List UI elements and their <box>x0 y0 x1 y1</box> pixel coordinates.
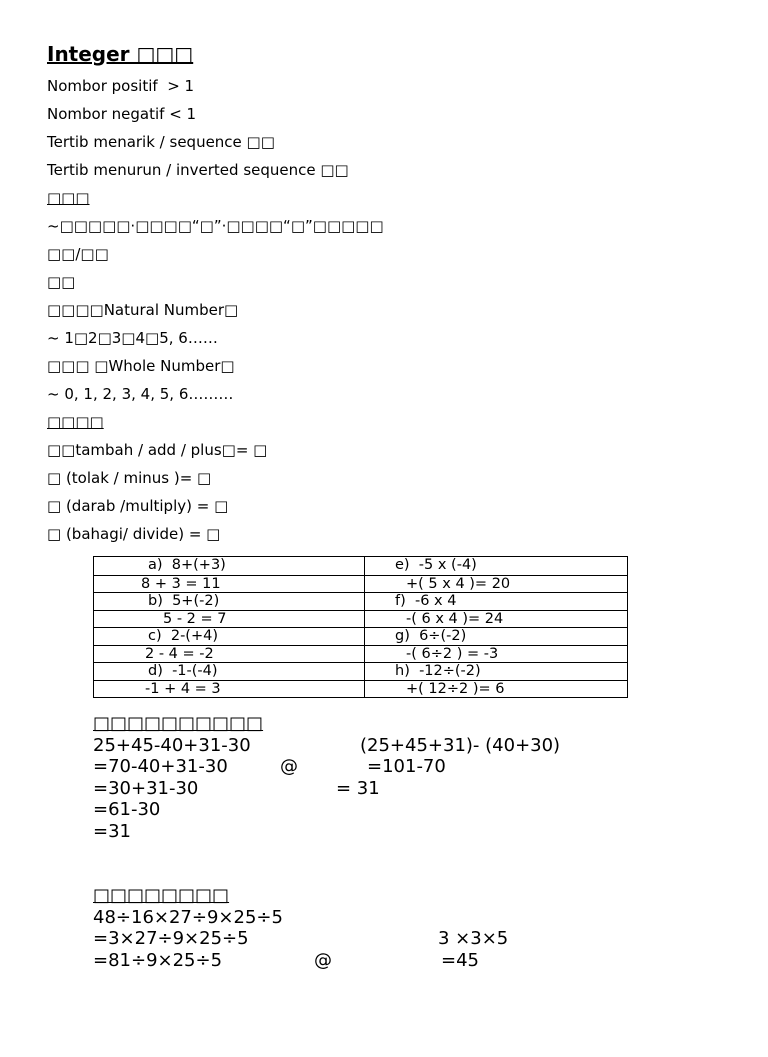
calc-step: 25+45-40+31-30 <box>93 734 251 756</box>
alt-calc-step: (25+45+31)- (40+30) <box>360 734 561 756</box>
alt-calc-step: =101-70 <box>367 756 446 777</box>
table-cell: -1 + 4 = 3 <box>94 681 365 698</box>
alt-calc-step: =45 <box>441 949 479 971</box>
alt-calc-step: = 31 <box>336 777 380 799</box>
note-line: ~ 1□2□3□4□5, 6…… <box>47 329 218 347</box>
calc-line <box>93 778 693 800</box>
table-cell: -( 6÷2 ) = -3 <box>406 645 499 662</box>
table-cell: 8 + 3 = 11 <box>94 576 365 593</box>
table-row <box>94 645 627 663</box>
calc-step: =81÷9×25÷5 <box>93 949 223 971</box>
table-cell: f) -6 x 4 <box>395 593 457 609</box>
calc-block <box>93 713 693 842</box>
table-cell: -( 6 x 4 )= 24 <box>406 610 504 627</box>
note-line: □□ <box>47 273 76 291</box>
calc-line <box>93 950 693 972</box>
table-row <box>94 662 627 680</box>
table-row <box>94 575 627 593</box>
table-row <box>94 557 627 575</box>
section-heading: □□□ <box>47 189 90 207</box>
calc-line <box>93 928 693 950</box>
note-line: Nombor negatif < 1 <box>47 105 197 123</box>
table-row <box>94 592 627 610</box>
calc-line <box>93 713 693 735</box>
note-line: Nombor positif > 1 <box>47 77 195 95</box>
table-cell: b) 5+(-2) <box>94 593 365 610</box>
table-cell: a) 8+(+3) <box>94 557 365 575</box>
note-line: □ (bahagi/ divide) = □ <box>47 525 221 543</box>
calc-step: =70-40+31-30 <box>93 756 228 777</box>
calc-heading: □□□□□□□□□□ <box>93 713 264 734</box>
calc-step: =61-30 <box>93 799 161 820</box>
calc-line <box>93 799 693 821</box>
calc-line <box>93 907 693 929</box>
table-cell: g) 6÷(-2) <box>395 628 467 644</box>
calc-line <box>93 756 693 778</box>
table-cell: e) -5 x (-4) <box>395 557 477 573</box>
calc-step: =31 <box>93 820 131 842</box>
calc-line <box>93 885 693 907</box>
note-line: Tertib menarik / sequence □□ <box>47 133 275 151</box>
table-row <box>94 610 627 628</box>
table-cell: 5 - 2 = 7 <box>94 611 365 628</box>
notes-list <box>47 72 727 548</box>
calc-line <box>93 821 693 843</box>
table-cell: h) -12÷(-2) <box>395 663 481 679</box>
or-mark: @ <box>314 949 332 971</box>
note-line: □□tambah / add / plus□= □ <box>47 441 268 459</box>
table-cell: d) -1-(-4) <box>94 663 365 680</box>
section-heading: □□□□ <box>47 413 104 431</box>
note-line: □ (tolak / minus )= □ <box>47 469 212 487</box>
or-mark: @ <box>280 756 298 777</box>
note-line: □□/□□ <box>47 245 109 263</box>
note-line: ~ 0, 1, 2, 3, 4, 5, 6……… <box>47 385 234 403</box>
table-cell: +( 12÷2 )= 6 <box>406 680 505 697</box>
table-cell: +( 5 x 4 )= 20 <box>406 575 511 592</box>
calc-line <box>93 735 693 757</box>
table-row <box>94 627 627 645</box>
calc-heading: □□□□□□□□ <box>93 885 230 906</box>
page-title: Integer □□□ <box>47 42 194 66</box>
note-line: □□□ □Whole Number□ <box>47 357 235 375</box>
note-line: □ (darab /multiply) = □ <box>47 497 229 515</box>
calc-step: 48÷16×27÷9×25÷5 <box>93 906 283 928</box>
examples-table <box>93 556 628 698</box>
note-line: □□□□Natural Number□ <box>47 301 239 319</box>
calc-step: =30+31-30 <box>93 777 199 799</box>
table-cell: c) 2-(+4) <box>94 628 365 645</box>
alt-calc-step: 3 ×3×5 <box>438 928 509 949</box>
note-line: Tertib menurun / inverted sequence □□ <box>47 161 349 179</box>
note-line: ~□□□□□·□□□□“□”·□□□□“□”□□□□□ <box>47 217 384 235</box>
table-row <box>94 680 627 698</box>
calc-block <box>93 885 693 971</box>
calc-step: =3×27÷9×25÷5 <box>93 928 249 949</box>
table-cell: 2 - 4 = -2 <box>94 646 365 663</box>
